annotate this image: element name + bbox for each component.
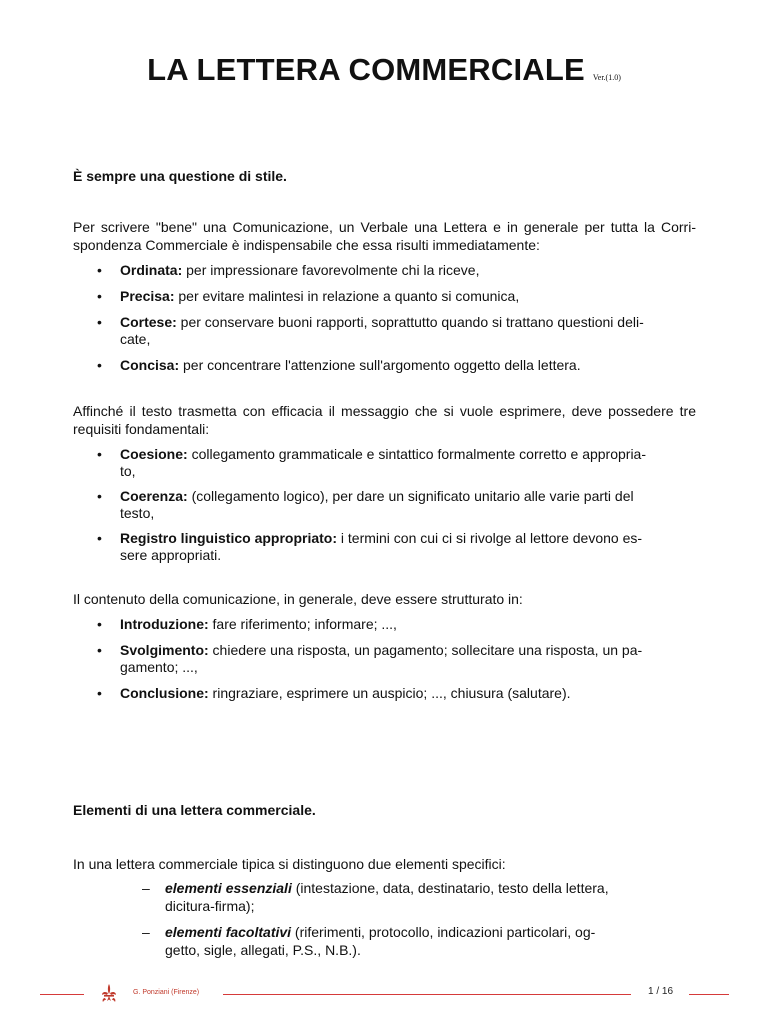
list-item-term: Registro linguistico appropriato:: [120, 530, 338, 546]
list-item-text-cont: testo,: [120, 505, 155, 521]
list-item: • Registro linguistico appropriato: i termini con cui ci si rivolge al lettore devono es- sere appropriati.: [97, 530, 643, 563]
list-item-text: per evitare malintesi in relazione a quanto si comunica,: [174, 288, 520, 304]
footer-author: G. Ponziani (Firenze): [133, 989, 200, 996]
list-item-text: (intestazione, data, destinatario, testo della lettera,: [291, 880, 609, 896]
section-heading-elements: Elementi di una lettera commerciale.: [73, 802, 316, 818]
paragraph-intro-line-1: Per scrivere "bene" una Comunicazione, un Verbale una Lettera e in generale per tutta la Corri-: [73, 219, 696, 235]
list-item-text: (riferimenti, protocollo, indicazioni particolari, og-: [291, 924, 596, 940]
list-item-text-cont: to,: [120, 463, 136, 479]
list-item-text: i termini con cui ci si rivolge al lettore devono es-: [337, 530, 643, 546]
list-item-term: elementi facoltativi: [165, 924, 292, 940]
page-number: 1 / 16: [648, 986, 674, 997]
list-item-text: collegamento grammaticale e sintattico formalmente corretto e appropria-: [187, 446, 647, 462]
list-structure: [73, 616, 663, 702]
list-item-term: Concisa:: [120, 357, 180, 373]
list-item-term: elementi essenziali: [165, 880, 292, 896]
list-qualities: [73, 262, 663, 374]
paragraph-structure: Il contenuto della comunicazione, in generale, deve essere strutturato in:: [73, 591, 523, 607]
list-item-text: chiedere una risposta, un pagamento; sollecitare una risposta, un pa-: [208, 642, 643, 658]
florence-lily-icon: [100, 983, 118, 1003]
list-item-text: (collegamento logico), per dare un significato unitario alle varie parti del: [187, 488, 634, 504]
list-item-text: per impressionare favorevolmente chi la riceve,: [182, 262, 480, 278]
list-item: – elementi facoltativi (riferimenti, protocollo, indicazioni particolari, og- getto, sigle, allegati, P.S., N.B.).: [142, 924, 596, 958]
list-item-term: Svolgimento:: [120, 642, 209, 658]
footer-rule-right: [689, 994, 729, 995]
list-item-term: Precisa:: [120, 288, 175, 304]
paragraph-elements: In una lettera commerciale tipica si distinguono due elementi specifici:: [73, 856, 506, 872]
list-item: • Introduzione: fare riferimento; informare; ...,: [97, 616, 397, 632]
list-item-text-cont: sere appropriati.: [120, 547, 222, 563]
section-heading-style: È sempre una questione di stile.: [73, 168, 287, 184]
title-row: [0, 52, 768, 88]
list-item-term: Introduzione:: [120, 616, 209, 632]
list-item: • Coesione: collegamento grammaticale e sintattico formalmente corretto e appropria- to,: [97, 446, 647, 479]
list-item: • Concisa: per concentrare l'attenzione sull'argomento oggetto della lettera.: [97, 357, 581, 373]
list-item-term: Cortese:: [120, 314, 177, 330]
list-item-text: fare riferimento; informare; ...,: [208, 616, 397, 632]
paragraph-requirements: [73, 402, 696, 438]
list-item: • Conclusione: ringraziare, esprimere un auspicio; ..., chiusura (salutare).: [97, 685, 571, 701]
list-item: – elementi essenziali (intestazione, data, destinatario, testo della lettera, dicitura-firma);: [142, 880, 609, 914]
list-item-text-cont: getto, sigle, allegati, P.S., N.B.).: [165, 942, 361, 958]
list-item-text-cont: dicitura-firma);: [165, 898, 255, 914]
footer-rule-center: [223, 994, 631, 995]
list-item-text: per conservare buoni rapporti, soprattutto quando si trattano questioni deli-: [176, 314, 644, 330]
list-item-text: per concentrare l'attenzione sull'argomento oggetto della lettera.: [179, 357, 581, 373]
footer-rule-left: [40, 994, 84, 995]
list-item-term: Ordinata:: [120, 262, 183, 278]
list-requirements: [73, 446, 663, 564]
list-item: • Svolgimento: chiedere una risposta, un pagamento; sollecitare una risposta, un pa- gamento; ...,: [97, 642, 643, 675]
list-item-text: ringraziare, esprimere un auspicio; ..., chiusura (salutare).: [208, 685, 571, 701]
version-label: Ver.(1.0): [592, 73, 621, 82]
list-item-term: Coesione:: [120, 446, 188, 462]
list-item-text-cont: cate,: [120, 331, 151, 347]
list-item-term: Coerenza:: [120, 488, 188, 504]
list-item-term: Conclusione:: [120, 685, 209, 701]
list-item: • Coerenza: (collegamento logico), per dare un significato unitario alle varie parti del testo,: [97, 488, 634, 521]
list-item: • Cortese: per conservare buoni rapporti, soprattutto quando si trattano questioni deli- cate,: [97, 314, 644, 347]
paragraph-requirements-line-2: requisiti fondamentali:: [73, 421, 210, 437]
list-item: • Ordinata: per impressionare favorevolmente chi la riceve,: [97, 262, 480, 278]
list-item-text-cont: gamento; ...,: [120, 659, 198, 675]
paragraph-requirements-line-1: Affinché il testo trasmetta con efficacia il messaggio che si vuole esprimere, deve possedere tre: [73, 403, 696, 419]
paragraph-intro: [73, 218, 696, 254]
list-item: • Precisa: per evitare malintesi in relazione a quanto si comunica,: [97, 288, 520, 304]
paragraph-intro-line-2: spondenza Commerciale è indispensabile che essa risulti immediatamente:: [73, 237, 540, 253]
page-title: LA LETTERA COMMERCIALE: [147, 52, 585, 87]
list-elements: [140, 879, 620, 959]
